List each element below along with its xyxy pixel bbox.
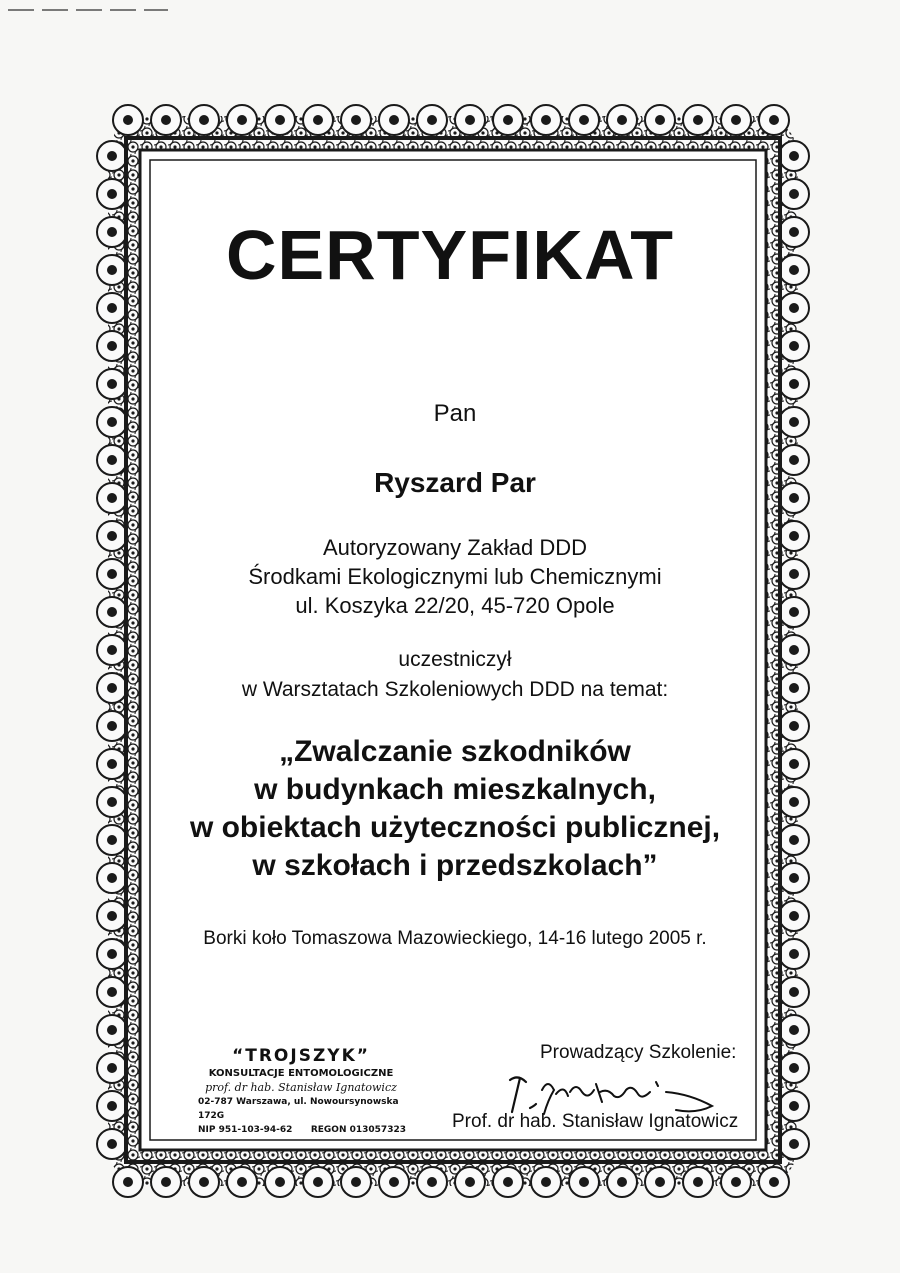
topic-line: w obiektach użyteczności publicznej, bbox=[189, 811, 721, 844]
border-scallop-dot bbox=[352, 1178, 360, 1186]
company-line: Środkami Ekologicznymi lub Chemicznymi bbox=[248, 564, 662, 589]
border-scallop-dot bbox=[108, 722, 116, 730]
company-stamp bbox=[186, 1045, 416, 1137]
instructor-label: Prowadzący Szkolenie: bbox=[540, 1042, 737, 1063]
border-scallop-dot bbox=[790, 722, 798, 730]
border-scallop-dot bbox=[108, 1140, 116, 1148]
border-scallop-dot bbox=[124, 116, 132, 124]
border-scallop-dot bbox=[108, 912, 116, 920]
border-scallop-dot bbox=[162, 116, 170, 124]
stamp-person: prof. dr hab. Stanisław Ignatowicz bbox=[205, 1081, 397, 1094]
topic-line: „Zwalczanie szkodników bbox=[279, 735, 631, 768]
border-scallop-dot bbox=[770, 1178, 778, 1186]
border-scallop-dot bbox=[238, 116, 246, 124]
border-scallop-dot bbox=[542, 116, 550, 124]
border-scallop-dot bbox=[428, 1178, 436, 1186]
border-scallop-dot bbox=[504, 1178, 512, 1186]
border-scallop-dot bbox=[542, 1178, 550, 1186]
border-scallop-dot bbox=[790, 988, 798, 996]
participation-line: w Warsztatach Szkoleniowych DDD na temat: bbox=[241, 678, 669, 701]
border-scallop-dot bbox=[790, 304, 798, 312]
border-scallop-dot bbox=[200, 116, 208, 124]
border-scallop-dot bbox=[732, 116, 740, 124]
border-scallop-dot bbox=[504, 116, 512, 124]
border-scallop-dot bbox=[790, 1140, 798, 1148]
border-scallop-dot bbox=[108, 304, 116, 312]
border-scallop-dot bbox=[790, 190, 798, 198]
participation-text bbox=[0, 645, 900, 705]
recipient-name: Ryszard Par bbox=[374, 467, 536, 498]
border-scallop-dot bbox=[790, 380, 798, 388]
border-scallop-dot bbox=[790, 950, 798, 958]
border-scallop-dot bbox=[238, 1178, 246, 1186]
instructor-name: Prof. dr hab. Stanisław Ignatowicz bbox=[452, 1111, 739, 1132]
border-scallop-dot bbox=[466, 116, 474, 124]
stamp-name: “TROJSZYK” bbox=[232, 1046, 370, 1066]
border-scallop-dot bbox=[656, 1178, 664, 1186]
border-scallop-dot bbox=[108, 342, 116, 350]
stamp-address: 02-787 Warszawa, ul. Nowoursynowska 172G bbox=[198, 1097, 399, 1121]
border-scallop-dot bbox=[580, 116, 588, 124]
border-scallop-dot bbox=[618, 1178, 626, 1186]
company-line: ul. Koszyka 22/20, 45-720 Opole bbox=[295, 593, 615, 618]
border-scallop-dot bbox=[790, 152, 798, 160]
training-topic bbox=[0, 733, 900, 885]
border-scallop-dot bbox=[276, 116, 284, 124]
salutation: Pan bbox=[433, 400, 477, 427]
border-scallop-dot bbox=[790, 1102, 798, 1110]
border-scallop-dot bbox=[200, 1178, 208, 1186]
border-scallop-dot bbox=[466, 1178, 474, 1186]
stamp-subtitle: KONSULTACJE ENTOMOLOGICZNE bbox=[208, 1068, 394, 1079]
border-scallop-dot bbox=[390, 116, 398, 124]
stamp-ids bbox=[186, 1123, 416, 1137]
border-scallop-dot bbox=[162, 1178, 170, 1186]
border-scallop-dot bbox=[390, 1178, 398, 1186]
border-scallop-dot bbox=[108, 1026, 116, 1034]
border-scallop-dot bbox=[108, 950, 116, 958]
certificate-title: CERTYFIKAT bbox=[225, 216, 675, 294]
border-scallop-dot bbox=[770, 116, 778, 124]
border-scallop-dot bbox=[108, 380, 116, 388]
border-scallop-dot bbox=[108, 1102, 116, 1110]
participation-line: uczestniczył bbox=[398, 648, 512, 671]
border-scallop-dot bbox=[790, 456, 798, 464]
border-scallop-dot bbox=[108, 988, 116, 996]
border-scallop-dot bbox=[790, 1026, 798, 1034]
border-scallop-dot bbox=[790, 912, 798, 920]
place-and-date: Borki koło Tomaszowa Mazowieckiego, 14-16 lutego 2005 r. bbox=[203, 928, 707, 949]
border-scallop-dot bbox=[108, 1064, 116, 1072]
company-line: Autoryzowany Zakład DDD bbox=[322, 535, 588, 560]
topic-line: w szkołach i przedszkolach” bbox=[252, 849, 658, 882]
topic-line: w budynkach mieszkalnych, bbox=[254, 773, 656, 806]
border-scallop-dot bbox=[618, 116, 626, 124]
stamp-regon: REGON 013057323 bbox=[310, 1125, 406, 1135]
border-scallop-dot bbox=[694, 116, 702, 124]
border-scallop-dot bbox=[276, 1178, 284, 1186]
border-scallop-dot bbox=[108, 152, 116, 160]
border-scallop-dot bbox=[314, 116, 322, 124]
border-scallop-dot bbox=[428, 116, 436, 124]
border-scallop-dot bbox=[790, 1064, 798, 1072]
border-scallop-dot bbox=[124, 1178, 132, 1186]
border-scallop-dot bbox=[108, 456, 116, 464]
stamp-nip: NIP 951-103-94-62 bbox=[198, 1125, 293, 1135]
border-scallop-dot bbox=[790, 342, 798, 350]
border-scallop-dot bbox=[108, 190, 116, 198]
border-scallop-dot bbox=[732, 1178, 740, 1186]
company-info bbox=[0, 533, 900, 620]
border-scallop-dot bbox=[694, 1178, 702, 1186]
border-scallop-dot bbox=[314, 1178, 322, 1186]
border-scallop-dot bbox=[352, 116, 360, 124]
border-scallop-dot bbox=[580, 1178, 588, 1186]
border-scallop-dot bbox=[656, 116, 664, 124]
